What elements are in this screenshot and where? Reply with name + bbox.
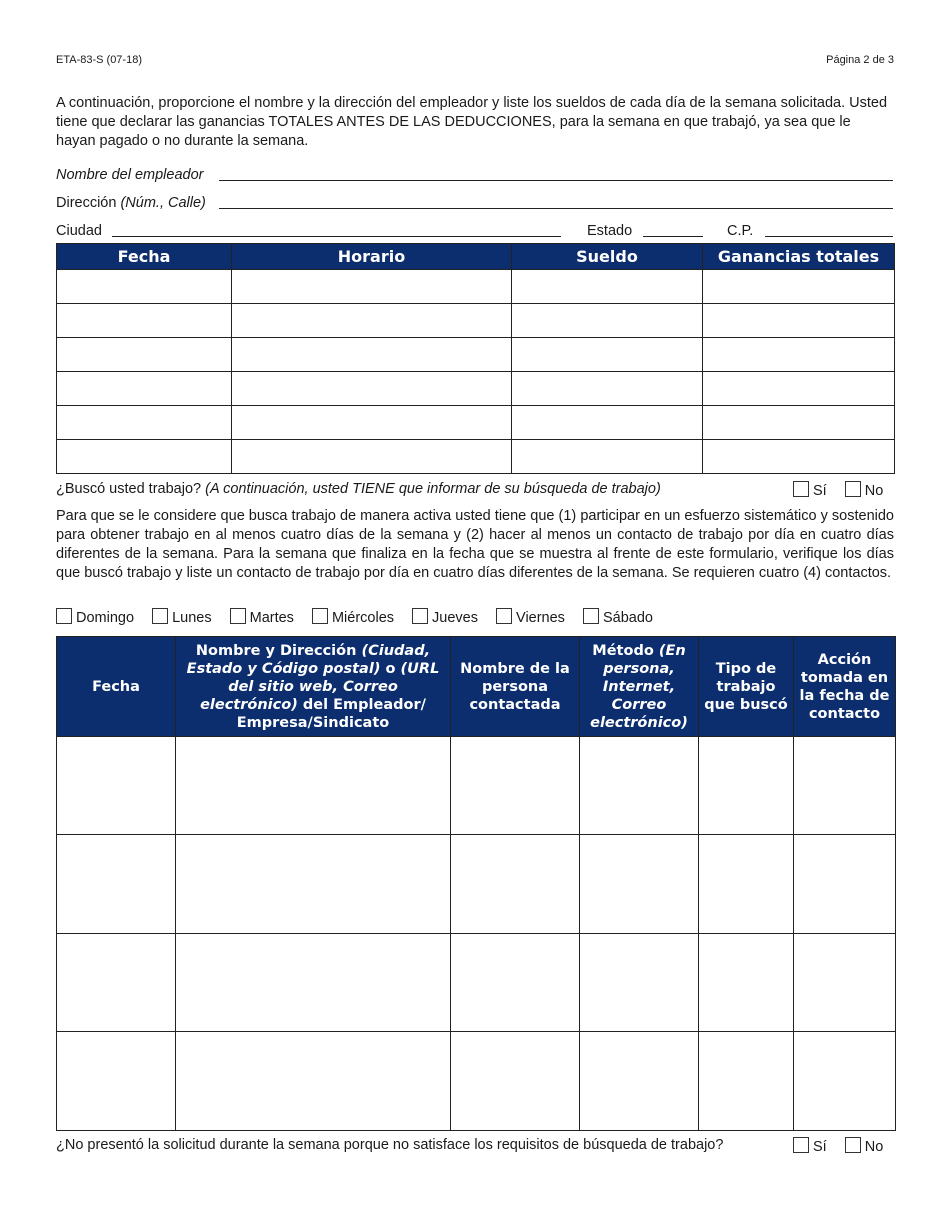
contacts-cell-job-type[interactable] <box>699 835 794 934</box>
contacts-cell-action[interactable] <box>794 934 896 1032</box>
job-search-question <box>56 481 661 497</box>
final-yes-checkbox[interactable] <box>793 1137 809 1153</box>
earnings-cell-wage[interactable] <box>512 338 703 372</box>
earnings-cell-hours[interactable] <box>232 270 512 304</box>
contacts-header-employer-d: (URL del sitio web, Correo electrónico) <box>200 660 440 713</box>
contacts-cell-employer[interactable] <box>176 835 451 934</box>
earnings-cell-date[interactable] <box>57 270 232 304</box>
job-search-yes-checkbox[interactable] <box>793 481 809 497</box>
contacts-header-method-a: Método <box>592 642 659 659</box>
earnings-cell-total[interactable] <box>703 440 895 474</box>
contacts-header-employer-c: o <box>380 660 401 677</box>
day-lunes[interactable] <box>152 610 212 626</box>
address-hint: (Núm., Calle) <box>120 195 206 211</box>
days-checkbox-row <box>56 608 667 626</box>
day-label: Sábado <box>602 610 653 626</box>
earnings-cell-wage[interactable] <box>512 270 703 304</box>
contacts-table <box>56 636 896 1131</box>
day-checkbox[interactable] <box>230 608 246 624</box>
day-viernes[interactable] <box>496 610 565 626</box>
day-label: Jueves <box>432 610 478 626</box>
contacts-row <box>57 737 896 835</box>
earnings-cell-date[interactable] <box>57 406 232 440</box>
job-search-yes-no <box>793 481 883 499</box>
earnings-cell-hours[interactable] <box>232 338 512 372</box>
employer-name-input-line[interactable] <box>219 180 893 181</box>
day-miercoles[interactable] <box>312 610 394 626</box>
day-martes[interactable] <box>230 610 294 626</box>
contacts-row <box>57 934 896 1032</box>
contacts-cell-job-type[interactable] <box>699 737 794 835</box>
contacts-row <box>57 1032 896 1131</box>
contacts-cell-action[interactable] <box>794 737 896 835</box>
contacts-cell-method[interactable] <box>580 1032 699 1131</box>
day-domingo[interactable] <box>56 610 134 626</box>
contacts-cell-job-type[interactable] <box>699 1032 794 1131</box>
earnings-table <box>56 243 895 474</box>
zip-label: C.P. <box>727 223 754 239</box>
day-sabado[interactable] <box>583 610 653 626</box>
day-checkbox[interactable] <box>312 608 328 624</box>
job-search-question-hint: (A continuación, usted TIENE que informar de su búsqueda de trabajo) <box>205 481 661 497</box>
zip-input-line[interactable] <box>765 236 893 237</box>
contacts-cell-employer[interactable] <box>176 934 451 1032</box>
contacts-cell-person[interactable] <box>451 1032 580 1131</box>
contacts-cell-person[interactable] <box>451 934 580 1032</box>
job-search-no-checkbox[interactable] <box>845 481 861 497</box>
contacts-header-job-type: Tipo de trabajo que buscó <box>699 637 794 737</box>
earnings-header-date: Fecha <box>57 244 232 270</box>
earnings-cell-total[interactable] <box>703 372 895 406</box>
contacts-cell-date[interactable] <box>57 934 176 1032</box>
earnings-cell-hours[interactable] <box>232 372 512 406</box>
contacts-cell-action[interactable] <box>794 1032 896 1131</box>
contacts-header-employer-b: (Ciudad, Estado y Código postal) <box>186 642 431 677</box>
contacts-header-method-b: (En persona, Internet, Correo electrónico) <box>590 642 688 731</box>
day-label: Viernes <box>516 610 565 626</box>
contacts-cell-date[interactable] <box>57 1032 176 1131</box>
earnings-row <box>57 440 895 474</box>
employer-name-label: Nombre del empleador <box>56 167 204 183</box>
earnings-cell-hours[interactable] <box>232 304 512 338</box>
intro-paragraph: A continuación, proporcione el nombre y la dirección del empleador y liste los sueldos de cada día de la semana solicitada. Usted tiene que declarar las ganancias TOTALES ANTES DE LAS DEDUCCIONES, para la semana en que trabajó, ya sea que le hayan pagado o no durante la semana. <box>56 95 888 149</box>
earnings-cell-total[interactable] <box>703 304 895 338</box>
day-checkbox[interactable] <box>412 608 428 624</box>
day-label: Miércoles <box>331 610 395 626</box>
earnings-cell-date[interactable] <box>57 440 232 474</box>
contacts-cell-date[interactable] <box>57 737 176 835</box>
earnings-header-total: Ganancias totales <box>703 244 895 270</box>
city-label: Ciudad <box>56 223 102 239</box>
day-label: Domingo <box>76 610 135 626</box>
earnings-cell-wage[interactable] <box>512 372 703 406</box>
contacts-header-method <box>580 637 699 737</box>
contacts-header-date: Fecha <box>57 637 176 737</box>
address-label <box>56 195 206 211</box>
contacts-cell-method[interactable] <box>580 737 699 835</box>
final-question: ¿No presentó la solicitud durante la semana porque no satisface los requisitos de búsqueda de trabajo? <box>56 1137 724 1153</box>
contacts-header-employer-e: del Empleador/ Empresa/Sindicato <box>236 696 426 731</box>
contacts-cell-job-type[interactable] <box>699 934 794 1032</box>
day-checkbox[interactable] <box>152 608 168 624</box>
day-checkbox[interactable] <box>583 608 599 624</box>
earnings-cell-date[interactable] <box>57 372 232 406</box>
job-search-no-label: No <box>864 483 884 499</box>
earnings-cell-wage[interactable] <box>512 440 703 474</box>
contacts-cell-method[interactable] <box>580 934 699 1032</box>
state-label: Estado <box>587 223 633 239</box>
contacts-cell-person[interactable] <box>451 835 580 934</box>
contacts-header-action: Acción tomada en la fecha de contacto <box>794 637 896 737</box>
contacts-header-employer-a: Nombre y Dirección <box>195 642 362 659</box>
earnings-cell-hours[interactable] <box>232 406 512 440</box>
day-label: Martes <box>249 610 294 626</box>
final-no-label: No <box>864 1139 884 1155</box>
contacts-cell-employer[interactable] <box>176 737 451 835</box>
contacts-cell-date[interactable] <box>57 835 176 934</box>
earnings-cell-date[interactable] <box>57 304 232 338</box>
contacts-header-person: Nombre de la persona contactada <box>451 637 580 737</box>
state-input-line[interactable] <box>643 236 703 237</box>
job-search-yes-label: Sí <box>813 483 827 499</box>
contacts-cell-person[interactable] <box>451 737 580 835</box>
contacts-cell-employer[interactable] <box>176 1032 451 1131</box>
final-no-checkbox[interactable] <box>845 1137 861 1153</box>
job-search-question-text: ¿Buscó usted trabajo? <box>56 481 202 497</box>
earnings-cell-total[interactable] <box>703 406 895 440</box>
form-id: ETA-83-S (07-18) <box>56 54 142 66</box>
final-yes-no <box>793 1137 883 1155</box>
earnings-cell-wage[interactable] <box>512 304 703 338</box>
contacts-cell-action[interactable] <box>794 835 896 934</box>
day-label: Lunes <box>172 610 212 626</box>
address-input-line[interactable] <box>219 208 893 209</box>
contacts-header-employer <box>176 637 451 737</box>
earnings-header-hours: Horario <box>232 244 512 270</box>
job-search-paragraph: Para que se le considere que busca trabajo de manera activa usted tiene que (1) participar en un esfuerzo sistemático y sostenido para obtener trabajo en al menos cuatro días de la semana y (2) hacer al menos un contacto de trabajo por día en cuatro días diferentes de la semana. Para la semana que finaliza en la fecha que se muestra al frente de este formulario, verifique los días que buscó trabajo y liste un contacto de trabajo por día en cuatro días diferentes de la semana. Se requieren cuatro (4) contactos. <box>56 508 894 581</box>
earnings-row <box>57 372 895 406</box>
address-label-text: Dirección <box>56 195 117 211</box>
city-input-line[interactable] <box>112 236 561 237</box>
earnings-row <box>57 304 895 338</box>
day-checkbox[interactable] <box>56 608 72 624</box>
earnings-cell-date[interactable] <box>57 338 232 372</box>
day-checkbox[interactable] <box>496 608 512 624</box>
earnings-row <box>57 270 895 304</box>
earnings-cell-hours[interactable] <box>232 440 512 474</box>
earnings-cell-wage[interactable] <box>512 406 703 440</box>
earnings-row <box>57 338 895 372</box>
contacts-row <box>57 835 896 934</box>
day-jueves[interactable] <box>412 610 478 626</box>
earnings-cell-total[interactable] <box>703 338 895 372</box>
page-number: Página 2 de 3 <box>826 54 894 66</box>
earnings-cell-total[interactable] <box>703 270 895 304</box>
earnings-row <box>57 406 895 440</box>
contacts-cell-method[interactable] <box>580 835 699 934</box>
final-yes-label: Sí <box>813 1139 827 1155</box>
earnings-header-wage: Sueldo <box>512 244 703 270</box>
